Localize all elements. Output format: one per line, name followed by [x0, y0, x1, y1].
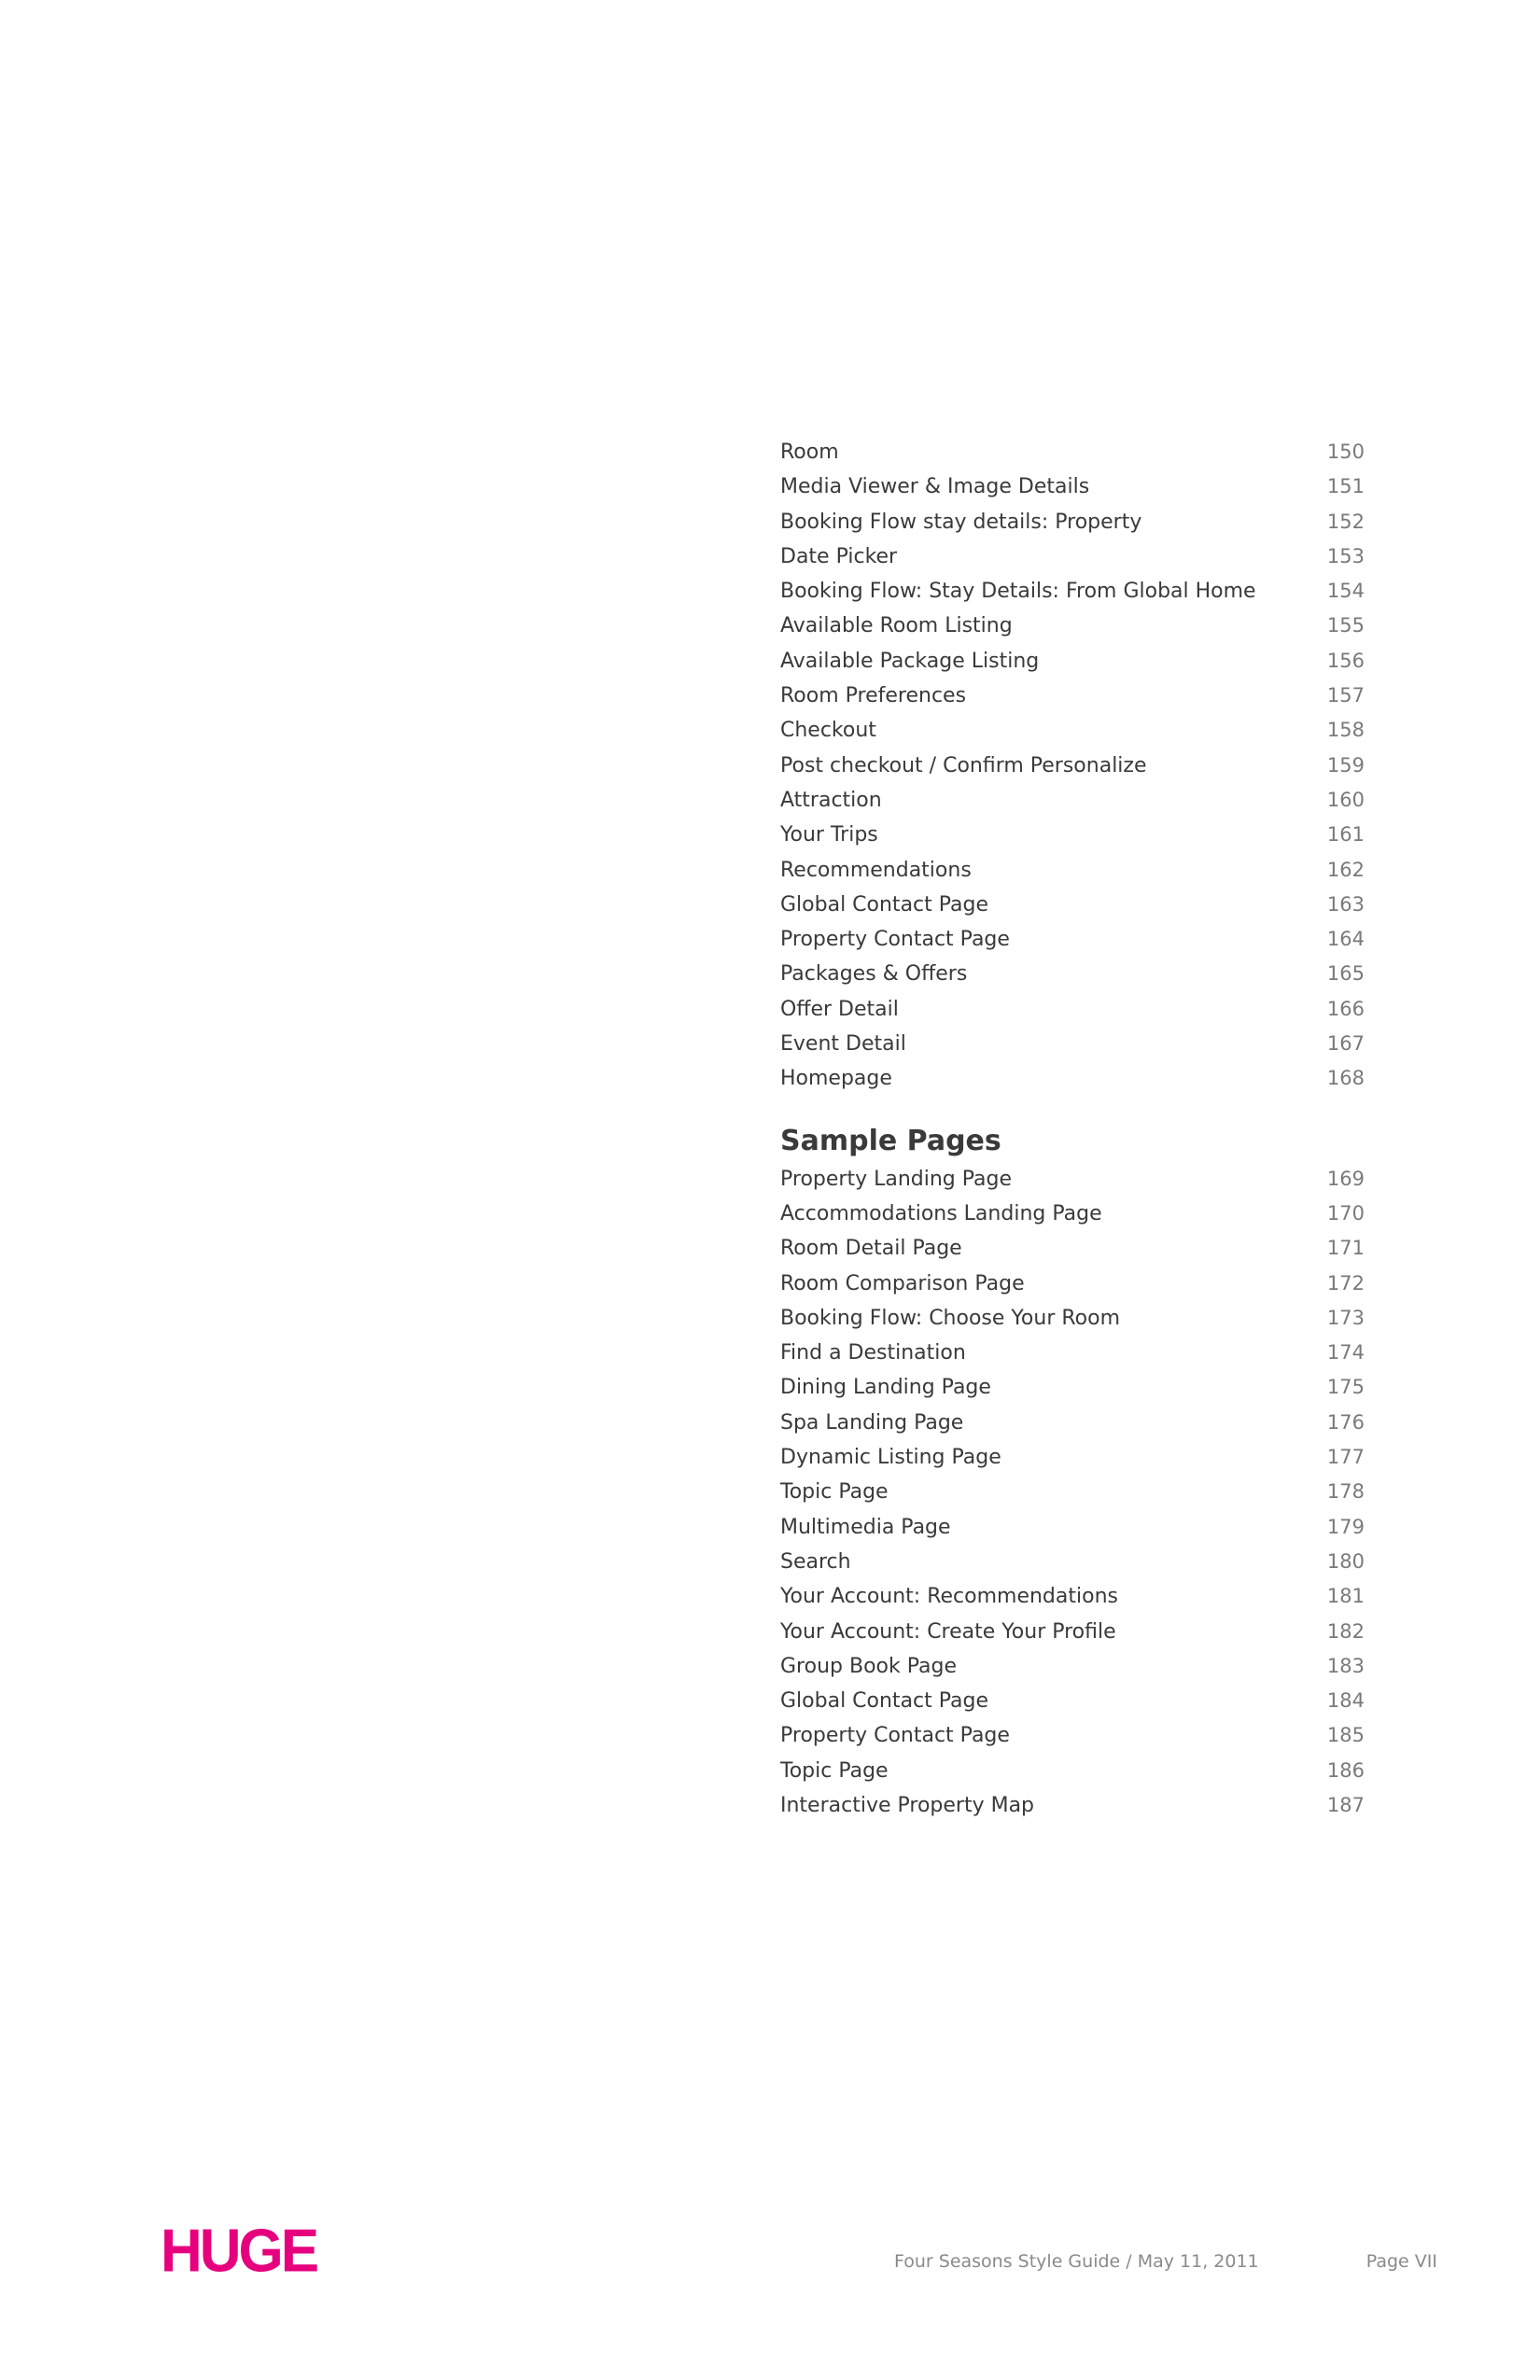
huge-logo: HUGE — [161, 2217, 317, 2286]
toc-entry-page-number: 161 — [1326, 823, 1365, 847]
toc-entry-page-number: 163 — [1326, 892, 1365, 916]
toc-entry-page-number: 185 — [1326, 1724, 1365, 1747]
toc-entry-page-number: 173 — [1326, 1306, 1365, 1329]
toc-entry-page-number: 155 — [1326, 614, 1365, 637]
toc-entry — [780, 505, 1365, 539]
toc-entry-title: Multimedia Page — [780, 1515, 951, 1539]
toc-entry — [780, 888, 1365, 922]
toc-entry-page-number: 152 — [1326, 510, 1365, 533]
toc-entry — [780, 1684, 1365, 1718]
toc-entry-title: Attraction — [780, 788, 882, 812]
toc-entry-title: Date Picker — [780, 544, 898, 568]
toc-entry — [780, 783, 1365, 818]
toc-entry-page-number: 175 — [1326, 1376, 1365, 1399]
toc-entry-page-number: 178 — [1326, 1480, 1365, 1504]
toc-entry — [780, 574, 1365, 609]
toc-entry-page-number: 176 — [1326, 1410, 1365, 1434]
toc-entry-page-number: 180 — [1326, 1549, 1365, 1573]
toc-entry-page-number: 170 — [1326, 1201, 1365, 1225]
toc-entry — [780, 539, 1365, 574]
toc-entry — [780, 1370, 1365, 1405]
toc-entry — [780, 1579, 1365, 1614]
toc-list-sample-pages — [780, 1162, 1365, 1824]
toc-entry-title: Property Contact Page — [780, 1724, 1010, 1748]
toc-entry — [780, 957, 1365, 991]
toc-entry — [780, 1061, 1365, 1096]
toc-entry-page-number: 154 — [1326, 580, 1365, 603]
toc-entry-title: Global Contact Page — [780, 1689, 989, 1714]
toc-entry — [780, 1545, 1365, 1579]
footer-page-number: Page VII — [1365, 2251, 1437, 2272]
toc-entry — [780, 1649, 1365, 1684]
toc-entry — [780, 853, 1365, 888]
toc-entry-page-number: 177 — [1326, 1446, 1365, 1469]
toc-entry-page-number: 167 — [1326, 1032, 1365, 1056]
toc-entry-page-number: 172 — [1326, 1271, 1365, 1295]
toc-entry — [780, 1267, 1365, 1301]
toc-entry — [780, 1301, 1365, 1336]
toc-entry-title: Search — [780, 1549, 851, 1574]
toc-entry-title: Post checkout / Confirm Personalize — [780, 753, 1147, 777]
toc-entry — [780, 713, 1365, 748]
toc-entry-title: Accommodations Landing Page — [780, 1201, 1102, 1225]
toc-entry-title: Spa Landing Page — [780, 1410, 964, 1435]
toc-entry-title: Your Trips — [780, 823, 878, 847]
toc-entry-title: Room Preferences — [780, 684, 967, 708]
table-of-contents — [780, 435, 1365, 1823]
toc-entry — [780, 749, 1365, 783]
toc-entry-page-number: 183 — [1326, 1654, 1365, 1677]
toc-entry — [780, 1406, 1365, 1440]
toc-entry-title: Your Account: Create Your Profile — [780, 1619, 1116, 1644]
toc-entry-page-number: 168 — [1326, 1067, 1365, 1090]
toc-entry — [780, 1336, 1365, 1370]
toc-entry — [780, 1027, 1365, 1061]
toc-entry-title: Homepage — [780, 1067, 892, 1091]
toc-entry-title: Property Landing Page — [780, 1167, 1013, 1191]
toc-entry-page-number: 181 — [1326, 1585, 1365, 1608]
toc-entry — [780, 1231, 1365, 1266]
toc-entry-page-number: 169 — [1326, 1167, 1365, 1190]
toc-entry-page-number: 166 — [1326, 997, 1365, 1020]
section-heading-sample-pages: Sample Pages — [780, 1124, 1001, 1157]
toc-entry-title: Available Room Listing — [780, 614, 1013, 638]
toc-entry — [780, 469, 1365, 504]
toc-entry — [780, 1754, 1365, 1788]
toc-entry-title: Booking Flow: Stay Details: From Global Home — [780, 580, 1256, 604]
toc-entry — [780, 922, 1365, 957]
toc-entry-page-number: 182 — [1326, 1619, 1365, 1643]
toc-entry — [780, 1718, 1365, 1753]
toc-entry-title: Property Contact Page — [780, 928, 1010, 952]
toc-entry-page-number: 187 — [1326, 1793, 1365, 1816]
toc-entry-title: Topic Page — [780, 1758, 889, 1783]
footer-guide-title: Four Seasons Style Guide / May 11, 2011 — [894, 2251, 1259, 2272]
toc-entry-page-number: 171 — [1326, 1237, 1365, 1260]
toc-entry-page-number: 162 — [1326, 858, 1365, 881]
toc-entry-page-number: 156 — [1326, 649, 1365, 672]
toc-entry-title: Room Comparison Page — [780, 1271, 1025, 1295]
toc-entry — [780, 992, 1365, 1027]
toc-entry-title: Your Account: Recommendations — [780, 1585, 1118, 1609]
toc-entry-title: Offer Detail — [780, 997, 899, 1021]
toc-entry-title: Room Detail Page — [780, 1237, 962, 1261]
toc-entry-title: Event Detail — [780, 1032, 906, 1057]
toc-entry-page-number: 151 — [1326, 475, 1365, 498]
toc-entry-title: Topic Page — [780, 1480, 889, 1505]
toc-entry-title: Recommendations — [780, 858, 972, 882]
toc-entry-page-number: 150 — [1326, 441, 1365, 463]
toc-entry-title: Dining Landing Page — [780, 1376, 991, 1400]
toc-entry — [780, 435, 1365, 469]
toc-entry-page-number: 158 — [1326, 719, 1365, 742]
toc-entry-page-number: 165 — [1326, 962, 1365, 986]
toc-entry — [780, 609, 1365, 643]
toc-entry-page-number: 184 — [1326, 1689, 1365, 1713]
toc-entry — [780, 679, 1365, 713]
toc-entry-page-number: 159 — [1326, 753, 1365, 777]
toc-entry-title: Booking Flow stay details: Property — [780, 510, 1142, 534]
toc-entry-title: Dynamic Listing Page — [780, 1446, 1001, 1470]
toc-list-pages — [780, 435, 1365, 1097]
toc-entry-title: Room — [780, 441, 839, 464]
toc-entry — [780, 1197, 1365, 1231]
toc-entry-page-number: 160 — [1326, 788, 1365, 811]
toc-entry-title: Interactive Property Map — [780, 1793, 1035, 1817]
toc-entry — [780, 1475, 1365, 1509]
toc-entry-page-number: 186 — [1326, 1758, 1365, 1782]
toc-entry — [780, 1440, 1365, 1475]
toc-entry-title: Packages & Offers — [780, 962, 968, 987]
toc-entry — [780, 1615, 1365, 1649]
toc-entry-title: Group Book Page — [780, 1654, 957, 1678]
toc-entry-page-number: 179 — [1326, 1515, 1365, 1538]
toc-entry-page-number: 153 — [1326, 544, 1365, 567]
toc-entry-page-number: 157 — [1326, 684, 1365, 707]
toc-entry-title: Booking Flow: Choose Your Room — [780, 1306, 1121, 1330]
toc-entry-title: Find a Destination — [780, 1341, 966, 1365]
toc-entry — [780, 644, 1365, 679]
toc-entry — [780, 818, 1365, 852]
toc-entry-page-number: 164 — [1326, 928, 1365, 951]
toc-entry-title: Checkout — [780, 719, 876, 743]
toc-entry-title: Media Viewer & Image Details — [780, 475, 1090, 499]
toc-entry — [780, 1162, 1365, 1197]
toc-entry-page-number: 174 — [1326, 1341, 1365, 1365]
toc-entry — [780, 1510, 1365, 1545]
toc-entry-title: Available Package Listing — [780, 649, 1040, 673]
toc-entry — [780, 1788, 1365, 1823]
toc-entry-title: Global Contact Page — [780, 892, 989, 917]
